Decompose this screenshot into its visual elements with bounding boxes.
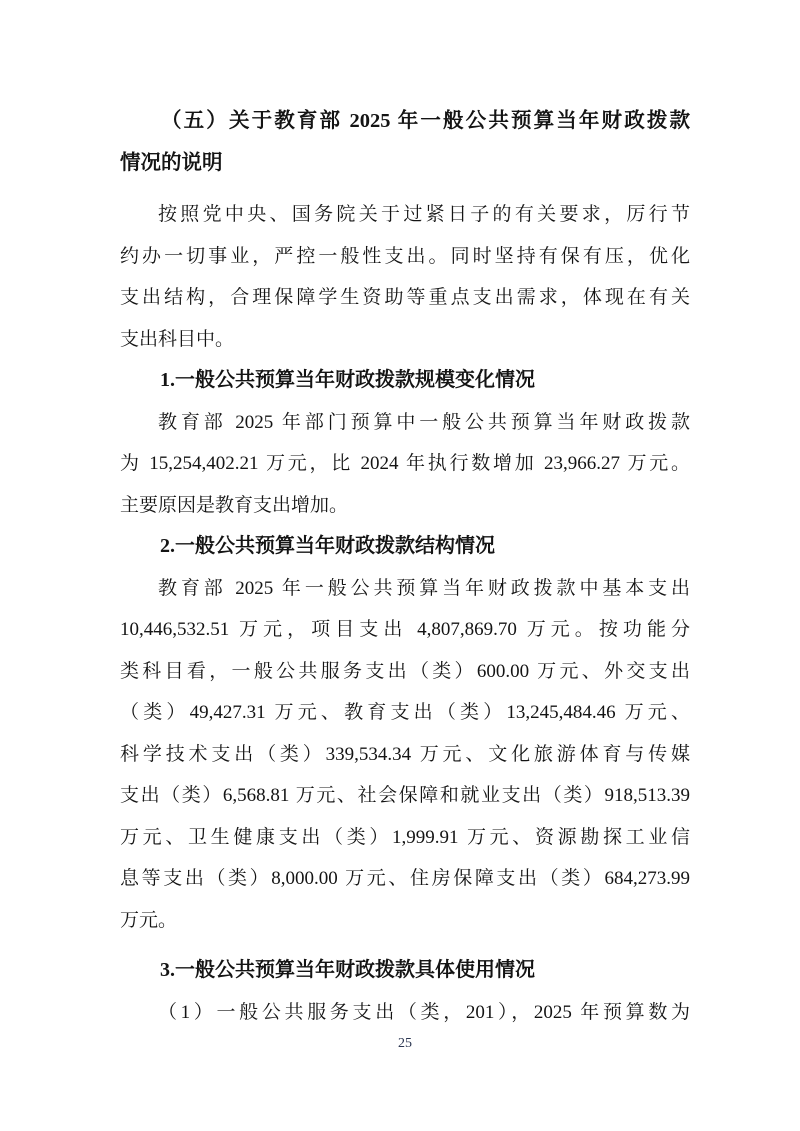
section-2: [120, 526, 690, 941]
text-line: 主要原因是教育支出增加。: [120, 494, 349, 516]
intro-paragraph: [120, 194, 690, 360]
doc-title: [120, 101, 690, 184]
doc-title-line-2: 情况的说明: [120, 151, 223, 174]
text-line: 10,446,532.51 万元，项目支出 4,807,869.70 万元。按功能分: [120, 619, 690, 640]
page-content: [120, 101, 690, 1033]
section-3: [120, 950, 690, 1033]
text-line: 按照党中央、国务院关于过紧日子的有关要求，厉行节: [158, 204, 690, 225]
text-line: 类科目看，一般公共服务支出（类）600.00 万元、外交支出: [120, 660, 690, 682]
text-line: 为 15,254,402.21 万元，比 2024 年执行数增加 23,966.27 万元。: [120, 453, 690, 474]
text-line: 教育部 2025 年部门预算中一般公共预算当年财政拨款: [158, 411, 690, 433]
text-line: 约办一切事业，严控一般性支出。同时坚持有保有压，优化: [120, 245, 690, 267]
text-line: 教育部 2025 年一般公共预算当年财政拨款中基本支出: [158, 577, 690, 599]
section-1-heading: 1.一般公共预算当年财政拨款规模变化情况: [160, 369, 535, 391]
text-line: 科学技术支出（类）339,534.34 万元、文化旅游体育与传媒: [120, 743, 690, 765]
text-line: 支出（类）6,568.81 万元、社会保障和就业支出（类）918,513.39: [120, 785, 690, 806]
section-1: [120, 360, 690, 526]
section-2-heading: 2.一般公共预算当年财政拨款结构情况: [160, 535, 495, 557]
text-line: （类）49,427.31 万元、教育支出（类）13,245,484.46 万元、: [120, 702, 690, 723]
text-line: 支出科目中。: [120, 328, 235, 350]
section-3-heading: 3.一般公共预算当年财政拨款具体使用情况: [160, 959, 535, 981]
text-line: 万元、卫生健康支出（类）1,999.91 万元、资源勘探工业信: [120, 826, 690, 848]
text-line: （1）一般公共服务支出（类，201），2025 年预算数为: [158, 1001, 690, 1023]
page-number: 25: [398, 1036, 412, 1051]
doc-title-line-1: （五）关于教育部 2025 年一般公共预算当年财政拨款: [161, 110, 690, 132]
text-line: 支出结构，合理保障学生资助等重点支出需求，体现在有关: [120, 287, 690, 308]
text-line: 息等支出（类）8,000.00 万元、住房保障支出（类）684,273.99: [120, 868, 690, 889]
text-line: 万元。: [120, 909, 178, 931]
